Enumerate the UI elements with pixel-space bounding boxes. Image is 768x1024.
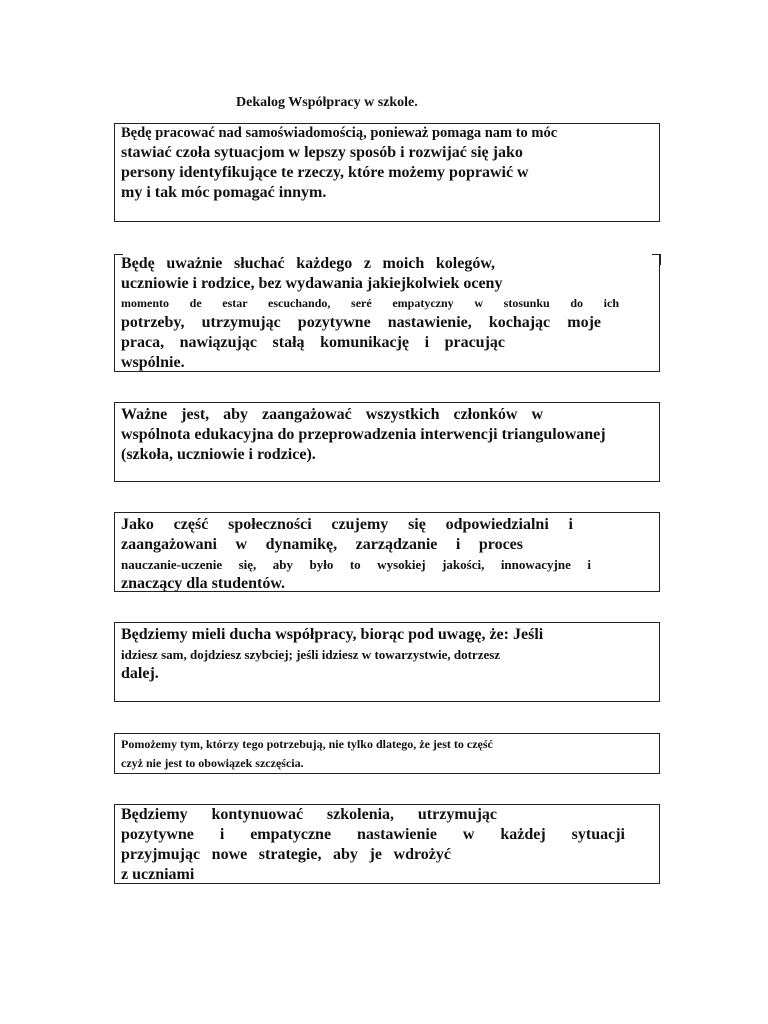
commandment-box-2 [114, 254, 660, 372]
box-6-line-2: czyż nie jest to obowiązek szczęścia. [121, 756, 304, 770]
commandment-box-6 [114, 733, 660, 774]
box-2-line-4: potrzeby, utrzymując pozytywne nastawienie, kochając moje [121, 314, 601, 331]
box-4-line-4: znaczący dla studentów. [121, 575, 285, 592]
commandment-box-4 [114, 512, 660, 592]
box-2-line-2: uczniowie i rodzice, bez wydawania jakiejkolwiek oceny [121, 275, 503, 292]
box-2-line-6: wspólnie. [121, 354, 185, 371]
commandment-box-7 [114, 804, 660, 884]
box-4-line-1: Jako część społeczności czujemy się odpowiedzialni i [121, 516, 573, 533]
commandment-box-1 [114, 123, 660, 222]
box-7-line-2: pozytywne i empatyczne nastawienie w każdej sytuacji [121, 826, 625, 843]
box-2-line-5: praca, nawiązując stałą komunikację i pracując [121, 334, 505, 351]
box-6-line-1: Pomożemy tym, którzy tego potrzebują, nie tylko dlatego, że jest to część [121, 737, 493, 751]
box-1-line-3: persony identyfikujące te rzeczy, które możemy poprawić w [121, 164, 529, 181]
box-7-line-4: z uczniami [121, 866, 195, 883]
box-5-line-3: dalej. [121, 665, 159, 682]
box-5-line-2: idziesz sam, dojdziesz szybciej; jeśli idziesz w towarzystwie, dotrzesz [121, 647, 501, 662]
box-7-line-1: Będziemy kontynuować szkolenia, utrzymując [121, 806, 497, 823]
box-5-line-1: Będziemy mieli ducha współpracy, biorąc pod uwagę, że: Jeśli [121, 626, 544, 643]
commandment-box-5 [114, 622, 660, 702]
box-4-line-3: nauczanie-uczenie się, aby było to wysokiej jakości, innowacyjne i [121, 557, 591, 572]
box-7-line-3: przyjmując nowe strategie, aby je wdrożyć [121, 846, 451, 863]
box-4-line-2: zaangażowani w dynamikę, zarządzanie i proces [121, 536, 523, 553]
box-2-line-1: Będę uważnie słuchać każdego z moich kolegów, [121, 255, 495, 272]
document-title: Dekalog Współpracy w szkole. [236, 95, 418, 110]
box-1-line-2: stawiać czoła sytuacjom w lepszy sposób i rozwijać się jako [121, 144, 523, 161]
box-3-line-3: (szkoła, uczniowie i rodzice). [121, 446, 316, 463]
box-1-line-1: Będę pracować nad samoświadomością, ponieważ pomaga nam to móc [121, 125, 558, 141]
commandment-box-3 [114, 402, 660, 482]
box-2-line-3: momento de estar escuchando, seré empatyczny w stosunku do ich [121, 296, 619, 310]
box-3-line-2: wspólnota edukacyjna do przeprowadzenia interwencji triangulowanej [121, 426, 606, 443]
box-3-line-1: Ważne jest, aby zaangażować wszystkich członków w [121, 406, 543, 423]
box-1-line-4: my i tak móc pomagać innym. [121, 184, 327, 201]
